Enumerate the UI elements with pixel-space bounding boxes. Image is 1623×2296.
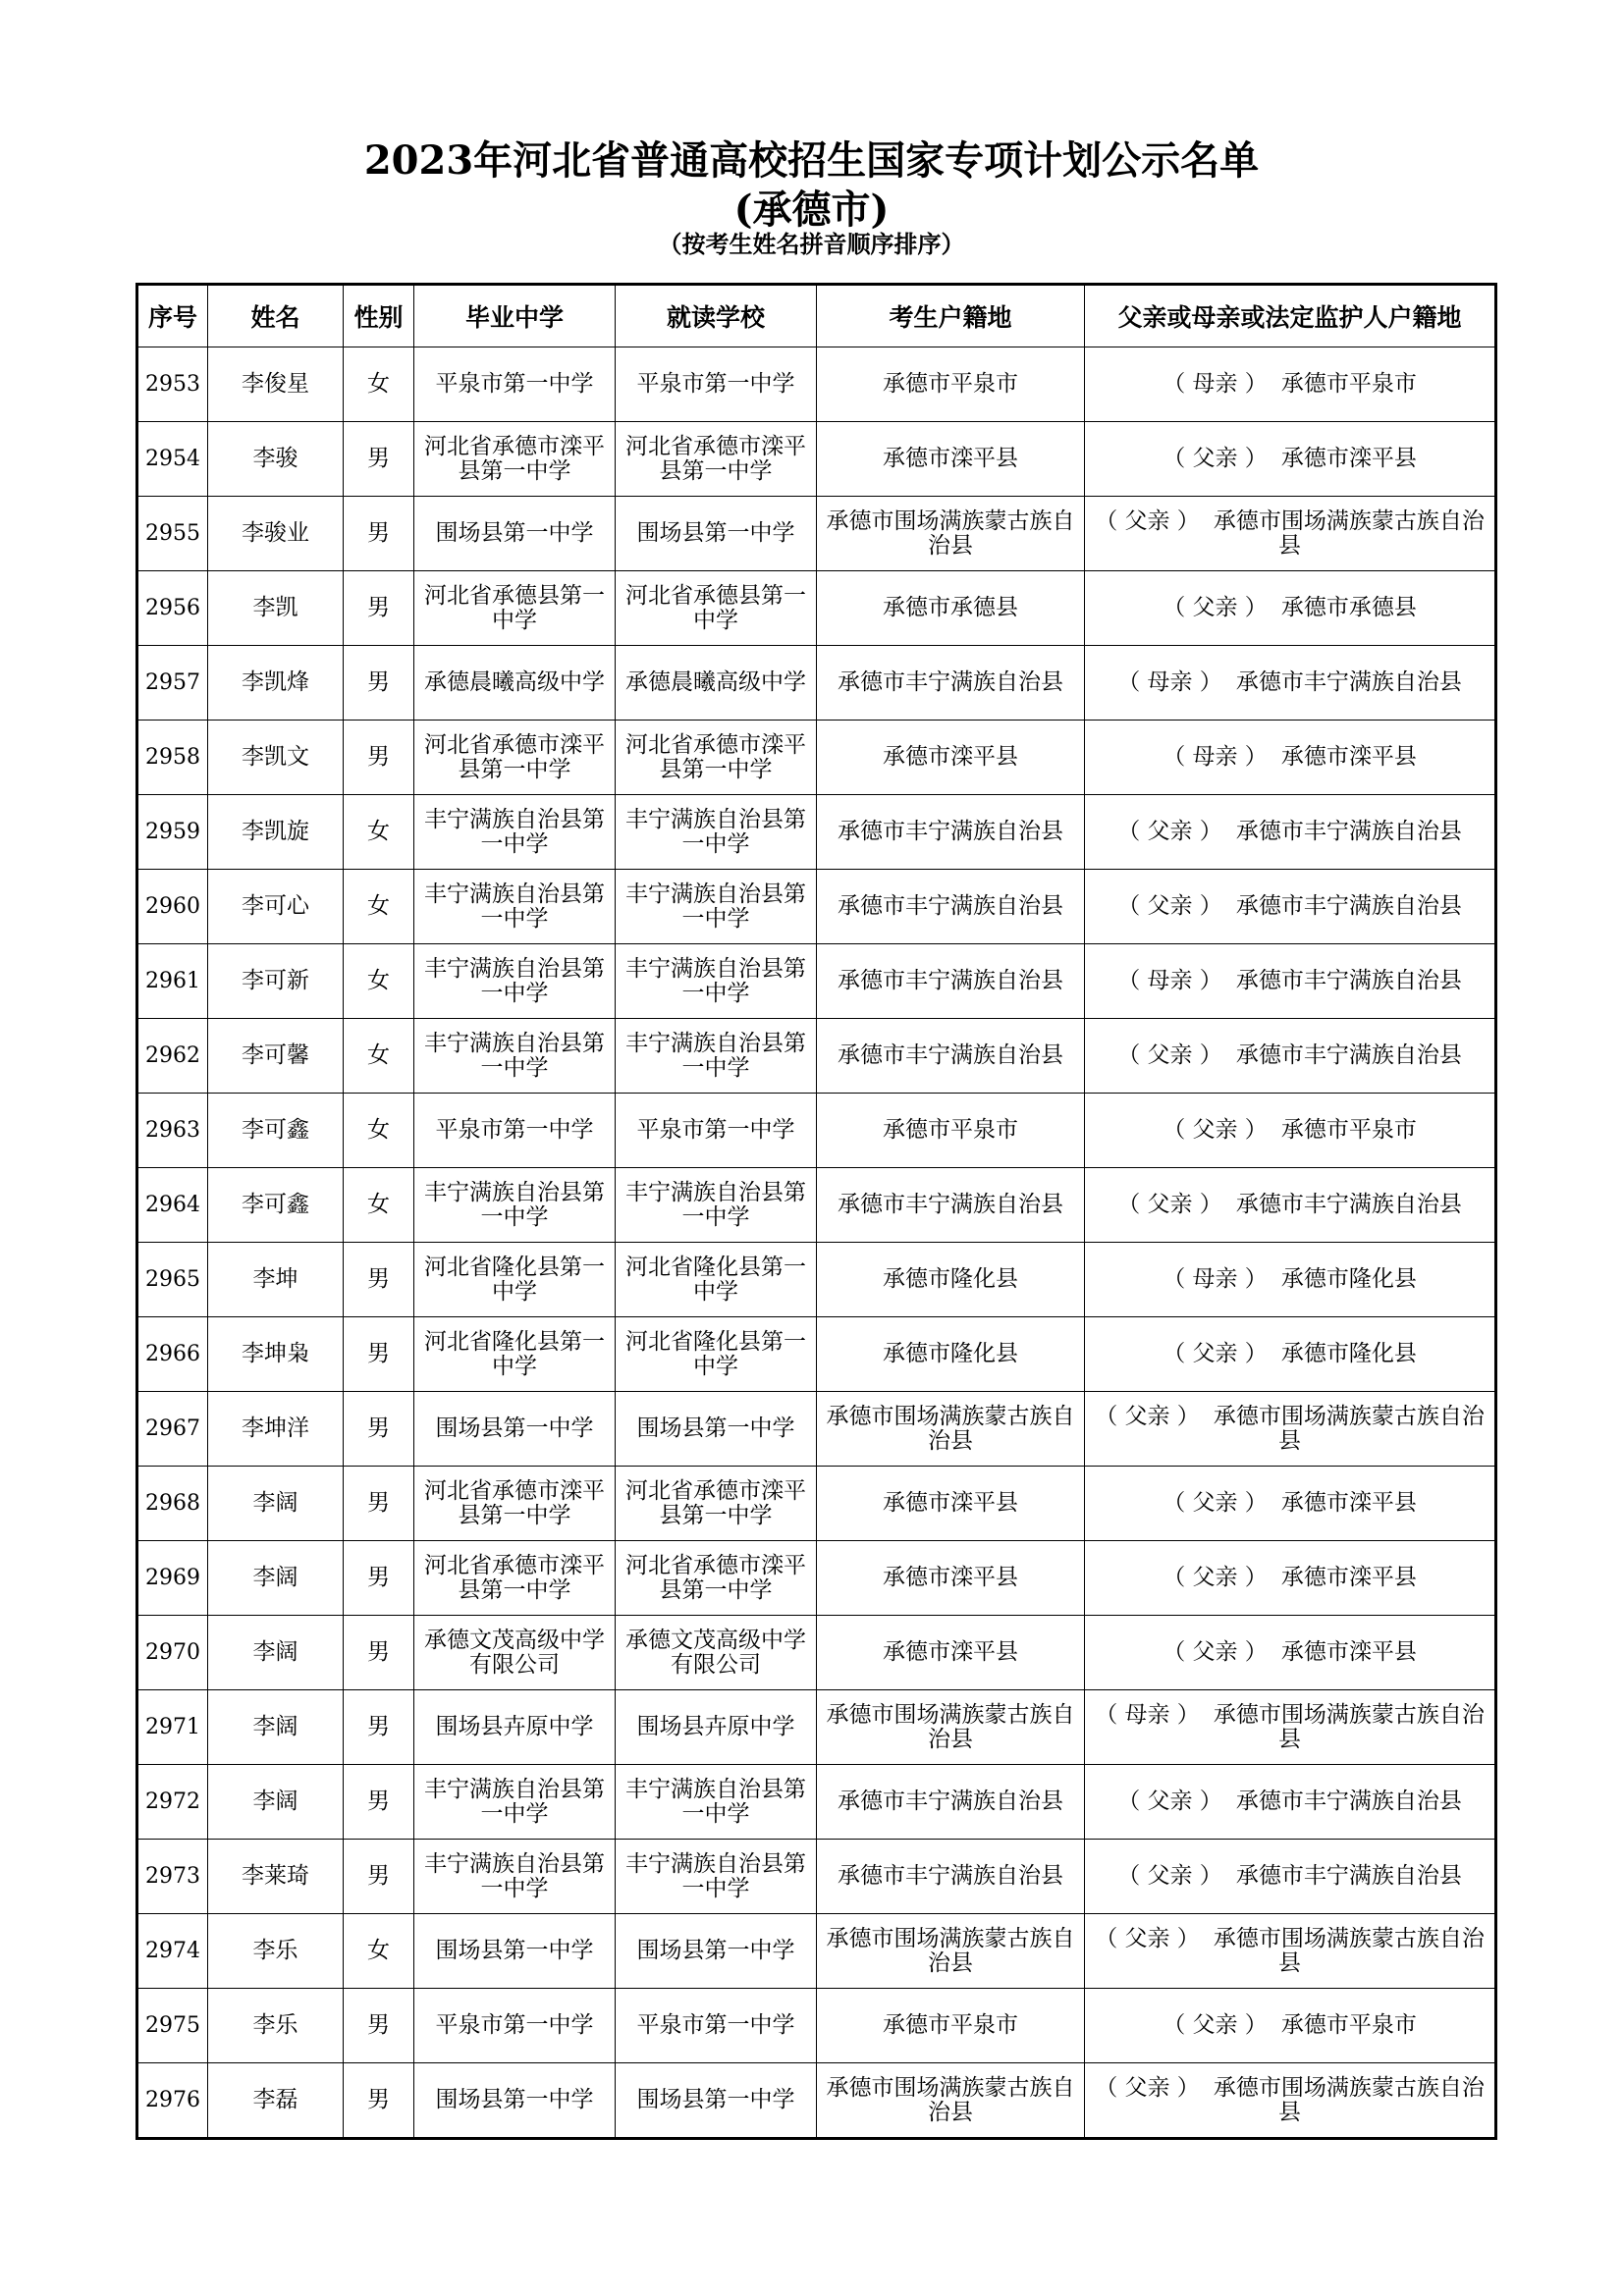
guardian-relation: （ 父亲 ） <box>1163 1117 1268 1143</box>
guardian-household-value: 承德市围场满族蒙古族自治县 <box>1213 507 1485 559</box>
cell-name: 李凯 <box>208 571 344 646</box>
cell-household: 承德市围场满族蒙古族自治县 <box>817 1914 1085 1989</box>
cell-name: 李骏业 <box>208 497 344 571</box>
table-row <box>137 1317 1496 1392</box>
cell-gender: 女 <box>344 1168 414 1243</box>
cell-gender: 男 <box>344 571 414 646</box>
cell-no: 2963 <box>137 1094 208 1168</box>
table-row <box>137 2063 1496 2139</box>
cell-household: 承德市平泉市 <box>817 1094 1085 1168</box>
cell-household: 承德市隆化县 <box>817 1317 1085 1392</box>
guardian-relation: （ 父亲 ） <box>1095 1925 1200 1951</box>
cell-no: 2976 <box>137 2063 208 2139</box>
guardian-relation: （ 父亲 ） <box>1095 1403 1200 1429</box>
table-row <box>137 944 1496 1019</box>
table-row <box>137 1019 1496 1094</box>
cell-grad-school: 河北省隆化县第一中学 <box>414 1243 616 1317</box>
guardian-relation: （ 父亲 ） <box>1117 1192 1222 1217</box>
guardian-relation: （ 父亲 ） <box>1163 1639 1268 1665</box>
table-row <box>137 646 1496 721</box>
cell-name: 李阔 <box>208 1690 344 1765</box>
guardian-relation: （ 父亲 ） <box>1117 1042 1222 1068</box>
cell-grad-school: 丰宁满族自治县第一中学 <box>414 1019 616 1094</box>
cell-name: 李可鑫 <box>208 1168 344 1243</box>
cell-current-school: 平泉市第一中学 <box>616 1989 817 2063</box>
cell-current-school: 承德文茂高级中学有限公司 <box>616 1616 817 1690</box>
sort-note: （按考生姓名拼音顺序排序） <box>658 230 965 258</box>
table-body <box>137 347 1496 2139</box>
cell-grad-school: 丰宁满族自治县第一中学 <box>414 944 616 1019</box>
cell-current-school: 河北省隆化县第一中学 <box>616 1317 817 1392</box>
column-header-name: 姓名 <box>208 285 344 347</box>
cell-no: 2964 <box>137 1168 208 1243</box>
guardian-household-value: 承德市围场满族蒙古族自治县 <box>1213 1701 1485 1752</box>
cell-grad-school: 丰宁满族自治县第一中学 <box>414 1168 616 1243</box>
table-row <box>137 1094 1496 1168</box>
cell-current-school: 平泉市第一中学 <box>616 1094 817 1168</box>
cell-name: 李俊星 <box>208 347 344 422</box>
cell-name: 李阔 <box>208 1467 344 1541</box>
guardian-relation: （ 父亲 ） <box>1095 2074 1200 2101</box>
cell-gender: 男 <box>344 1243 414 1317</box>
cell-current-school: 河北省隆化县第一中学 <box>616 1243 817 1317</box>
cell-current-school: 丰宁满族自治县第一中学 <box>616 1765 817 1840</box>
cell-gender: 男 <box>344 1616 414 1690</box>
guardian-relation: （ 母亲 ） <box>1163 744 1268 770</box>
cell-grad-school: 围场县第一中学 <box>414 1392 616 1467</box>
cell-current-school: 河北省承德市滦平县第一中学 <box>616 1467 817 1541</box>
cell-guardian-household <box>1085 1094 1496 1168</box>
guardian-relation: （ 母亲 ） <box>1117 968 1222 993</box>
table-row <box>137 1541 1496 1616</box>
cell-no: 2959 <box>137 795 208 870</box>
guardian-household-value: 承德市丰宁满族自治县 <box>1235 1789 1462 1814</box>
cell-household: 承德市丰宁满族自治县 <box>817 944 1085 1019</box>
cell-current-school: 围场县第一中学 <box>616 1392 817 1467</box>
cell-guardian-household <box>1085 944 1496 1019</box>
guardian-household-value: 承德市围场满族蒙古族自治县 <box>1213 1403 1485 1454</box>
guardian-household-value: 承德市丰宁满族自治县 <box>1235 968 1462 993</box>
guardian-household-value: 承德市丰宁满族自治县 <box>1235 669 1462 695</box>
cell-grad-school: 丰宁满族自治县第一中学 <box>414 795 616 870</box>
cell-guardian-household <box>1085 422 1496 497</box>
cell-guardian-household <box>1085 646 1496 721</box>
cell-gender: 女 <box>344 795 414 870</box>
cell-name: 李阔 <box>208 1765 344 1840</box>
table-row <box>137 1168 1496 1243</box>
cell-name: 李凯旋 <box>208 795 344 870</box>
cell-grad-school: 围场县卉原中学 <box>414 1690 616 1765</box>
guardian-relation: （ 父亲 ） <box>1163 595 1268 620</box>
cell-name: 李坤枭 <box>208 1317 344 1392</box>
cell-no: 2958 <box>137 721 208 795</box>
cell-gender: 男 <box>344 497 414 571</box>
guardian-relation: （ 父亲 ） <box>1117 819 1222 844</box>
guardian-household-value: 承德市围场满族蒙古族自治县 <box>1213 2074 1485 2125</box>
cell-guardian-household <box>1085 870 1496 944</box>
cell-grad-school: 河北省承德县第一中学 <box>414 571 616 646</box>
cell-grad-school: 丰宁满族自治县第一中学 <box>414 1840 616 1914</box>
cell-guardian-household <box>1085 1690 1496 1765</box>
cell-name: 李乐 <box>208 1914 344 1989</box>
guardian-relation: （ 父亲 ） <box>1163 1565 1268 1590</box>
cell-name: 李可心 <box>208 870 344 944</box>
cell-current-school: 围场县第一中学 <box>616 1914 817 1989</box>
cell-no: 2961 <box>137 944 208 1019</box>
cell-no: 2968 <box>137 1467 208 1541</box>
guardian-household-value: 承德市滦平县 <box>1280 1565 1417 1590</box>
cell-gender: 男 <box>344 1392 414 1467</box>
cell-grad-school: 平泉市第一中学 <box>414 347 616 422</box>
guardian-relation: （ 父亲 ） <box>1117 1789 1222 1814</box>
guardian-household-value: 承德市滦平县 <box>1280 1639 1417 1665</box>
cell-name: 李坤 <box>208 1243 344 1317</box>
cell-current-school: 围场县第一中学 <box>616 2063 817 2139</box>
table-row <box>137 1616 1496 1690</box>
cell-no: 2966 <box>137 1317 208 1392</box>
guardian-relation: （ 父亲 ） <box>1163 1490 1268 1516</box>
table-row <box>137 870 1496 944</box>
cell-gender: 男 <box>344 1467 414 1541</box>
guardian-household-value: 承德市平泉市 <box>1280 371 1417 397</box>
table-row <box>137 1690 1496 1765</box>
cell-current-school: 丰宁满族自治县第一中学 <box>616 1019 817 1094</box>
guardian-household-value: 承德市丰宁满族自治县 <box>1235 1042 1462 1068</box>
guardian-household-value: 承德市丰宁满族自治县 <box>1235 819 1462 844</box>
cell-guardian-household <box>1085 497 1496 571</box>
guardian-household-value: 承德市平泉市 <box>1280 1117 1417 1143</box>
table-row <box>137 1243 1496 1317</box>
cell-guardian-household <box>1085 1914 1496 1989</box>
cell-grad-school: 围场县第一中学 <box>414 1914 616 1989</box>
cell-no: 2974 <box>137 1914 208 1989</box>
cell-grad-school: 围场县第一中学 <box>414 2063 616 2139</box>
column-header-gender: 性别 <box>344 285 414 347</box>
guardian-relation: （ 母亲 ） <box>1163 1266 1268 1292</box>
column-header-household: 考生户籍地 <box>817 285 1085 347</box>
cell-guardian-household <box>1085 1840 1496 1914</box>
cell-current-school: 平泉市第一中学 <box>616 347 817 422</box>
cell-current-school: 河北省承德市滦平县第一中学 <box>616 1541 817 1616</box>
cell-household: 承德市丰宁满族自治县 <box>817 1168 1085 1243</box>
cell-name: 李可鑫 <box>208 1094 344 1168</box>
cell-gender: 男 <box>344 1765 414 1840</box>
table-row <box>137 571 1496 646</box>
cell-household: 承德市围场满族蒙古族自治县 <box>817 1690 1085 1765</box>
cell-grad-school: 河北省承德市滦平县第一中学 <box>414 422 616 497</box>
guardian-household-value: 承德市丰宁满族自治县 <box>1235 1863 1462 1889</box>
table-row <box>137 497 1496 571</box>
cell-guardian-household <box>1085 1243 1496 1317</box>
cell-guardian-household <box>1085 1989 1496 2063</box>
table-row <box>137 795 1496 870</box>
cell-name: 李可新 <box>208 944 344 1019</box>
cell-no: 2970 <box>137 1616 208 1690</box>
guardian-household-value: 承德市滦平县 <box>1280 744 1417 770</box>
cell-guardian-household <box>1085 721 1496 795</box>
cell-no: 2972 <box>137 1765 208 1840</box>
cell-current-school: 丰宁满族自治县第一中学 <box>616 1840 817 1914</box>
cell-no: 2953 <box>137 347 208 422</box>
cell-name: 李乐 <box>208 1989 344 2063</box>
cell-no: 2960 <box>137 870 208 944</box>
table-header-row <box>137 285 1496 347</box>
cell-household: 承德市围场满族蒙古族自治县 <box>817 2063 1085 2139</box>
cell-household: 承德市承德县 <box>817 571 1085 646</box>
column-header-guardian-household: 父亲或母亲或法定监护人户籍地 <box>1085 285 1496 347</box>
cell-grad-school: 河北省承德市滦平县第一中学 <box>414 1467 616 1541</box>
guardian-relation: （ 父亲 ） <box>1117 1863 1222 1889</box>
guardian-relation: （ 父亲 ） <box>1095 507 1200 534</box>
column-header-grad-school: 毕业中学 <box>414 285 616 347</box>
guardian-household-value: 承德市隆化县 <box>1280 1341 1417 1366</box>
cell-household: 承德市丰宁满族自治县 <box>817 1765 1085 1840</box>
guardian-relation: （ 父亲 ） <box>1163 2012 1268 2038</box>
guardian-household-value: 承德市丰宁满族自治县 <box>1235 893 1462 919</box>
cell-grad-school: 河北省隆化县第一中学 <box>414 1317 616 1392</box>
cell-gender: 女 <box>344 1094 414 1168</box>
cell-guardian-household <box>1085 1616 1496 1690</box>
cell-household: 承德市围场满族蒙古族自治县 <box>817 497 1085 571</box>
table-row <box>137 1840 1496 1914</box>
cell-current-school: 丰宁满族自治县第一中学 <box>616 944 817 1019</box>
cell-gender: 女 <box>344 1914 414 1989</box>
cell-guardian-household <box>1085 2063 1496 2139</box>
cell-household: 承德市滦平县 <box>817 422 1085 497</box>
cell-current-school: 河北省承德市滦平县第一中学 <box>616 422 817 497</box>
cell-no: 2967 <box>137 1392 208 1467</box>
cell-grad-school: 承德文茂高级中学有限公司 <box>414 1616 616 1690</box>
cell-no: 2956 <box>137 571 208 646</box>
cell-no: 2975 <box>137 1989 208 2063</box>
cell-household: 承德市丰宁满族自治县 <box>817 1019 1085 1094</box>
roster-table <box>135 283 1497 2140</box>
table-row <box>137 1914 1496 1989</box>
cell-guardian-household <box>1085 795 1496 870</box>
table-row <box>137 1989 1496 2063</box>
cell-grad-school: 丰宁满族自治县第一中学 <box>414 1765 616 1840</box>
guardian-relation: （ 父亲 ） <box>1117 893 1222 919</box>
cell-gender: 男 <box>344 1541 414 1616</box>
guardian-household-value: 承德市承德县 <box>1280 595 1417 620</box>
guardian-household-value: 承德市丰宁满族自治县 <box>1235 1192 1462 1217</box>
guardian-household-value: 承德市围场满族蒙古族自治县 <box>1213 1925 1485 1976</box>
table-row <box>137 721 1496 795</box>
cell-name: 李莱琦 <box>208 1840 344 1914</box>
guardian-relation: （ 母亲 ） <box>1095 1701 1200 1728</box>
cell-gender: 女 <box>344 347 414 422</box>
column-header-current-school: 就读学校 <box>616 285 817 347</box>
cell-household: 承德市丰宁满族自治县 <box>817 646 1085 721</box>
cell-current-school: 河北省承德市滦平县第一中学 <box>616 721 817 795</box>
cell-gender: 女 <box>344 944 414 1019</box>
cell-gender: 男 <box>344 1690 414 1765</box>
cell-current-school: 丰宁满族自治县第一中学 <box>616 1168 817 1243</box>
cell-gender: 男 <box>344 422 414 497</box>
column-header-no: 序号 <box>137 285 208 347</box>
cell-gender: 男 <box>344 1840 414 1914</box>
guardian-relation: （ 父亲 ） <box>1163 446 1268 471</box>
cell-gender: 男 <box>344 646 414 721</box>
page-title: 2023年河北省普通高校招生国家专项计划公示名单 <box>363 137 1260 184</box>
cell-name: 李凯文 <box>208 721 344 795</box>
cell-guardian-household <box>1085 571 1496 646</box>
cell-household: 承德市滦平县 <box>817 721 1085 795</box>
cell-household: 承德市丰宁满族自治县 <box>817 1840 1085 1914</box>
guardian-relation: （ 父亲 ） <box>1163 1341 1268 1366</box>
cell-household: 承德市隆化县 <box>817 1243 1085 1317</box>
cell-current-school: 围场县卉原中学 <box>616 1690 817 1765</box>
guardian-household-value: 承德市平泉市 <box>1280 2012 1417 2038</box>
page-subtitle: (承德市) <box>733 187 890 233</box>
cell-current-school: 围场县第一中学 <box>616 497 817 571</box>
cell-guardian-household <box>1085 1765 1496 1840</box>
cell-gender: 男 <box>344 1317 414 1392</box>
guardian-household-value: 承德市滦平县 <box>1280 446 1417 471</box>
cell-grad-school: 河北省承德市滦平县第一中学 <box>414 721 616 795</box>
cell-gender: 女 <box>344 1019 414 1094</box>
cell-name: 李可馨 <box>208 1019 344 1094</box>
cell-name: 李凯烽 <box>208 646 344 721</box>
cell-household: 承德市平泉市 <box>817 1989 1085 2063</box>
cell-guardian-household <box>1085 1019 1496 1094</box>
cell-guardian-household <box>1085 1541 1496 1616</box>
cell-no: 2962 <box>137 1019 208 1094</box>
cell-household: 承德市平泉市 <box>817 347 1085 422</box>
cell-guardian-household <box>1085 1168 1496 1243</box>
cell-grad-school: 平泉市第一中学 <box>414 1989 616 2063</box>
cell-grad-school: 围场县第一中学 <box>414 497 616 571</box>
guardian-household-value: 承德市滦平县 <box>1280 1490 1417 1516</box>
cell-no: 2955 <box>137 497 208 571</box>
cell-name: 李骏 <box>208 422 344 497</box>
cell-current-school: 丰宁满族自治县第一中学 <box>616 795 817 870</box>
cell-name: 李坤洋 <box>208 1392 344 1467</box>
table-row <box>137 422 1496 497</box>
table-row <box>137 1467 1496 1541</box>
cell-no: 2965 <box>137 1243 208 1317</box>
cell-guardian-household <box>1085 1317 1496 1392</box>
cell-grad-school: 丰宁满族自治县第一中学 <box>414 870 616 944</box>
cell-gender: 女 <box>344 870 414 944</box>
cell-name: 李阔 <box>208 1541 344 1616</box>
cell-grad-school: 平泉市第一中学 <box>414 1094 616 1168</box>
guardian-relation: （ 母亲 ） <box>1117 669 1222 695</box>
cell-gender: 男 <box>344 2063 414 2139</box>
cell-household: 承德市丰宁满族自治县 <box>817 870 1085 944</box>
table-row <box>137 347 1496 422</box>
cell-no: 2954 <box>137 422 208 497</box>
guardian-relation: （ 母亲 ） <box>1163 371 1268 397</box>
cell-household: 承德市滦平县 <box>817 1541 1085 1616</box>
cell-household: 承德市滦平县 <box>817 1616 1085 1690</box>
cell-no: 2969 <box>137 1541 208 1616</box>
cell-gender: 男 <box>344 1989 414 2063</box>
cell-grad-school: 承德晨曦高级中学 <box>414 646 616 721</box>
cell-no: 2973 <box>137 1840 208 1914</box>
cell-current-school: 丰宁满族自治县第一中学 <box>616 870 817 944</box>
cell-guardian-household <box>1085 347 1496 422</box>
cell-household: 承德市滦平县 <box>817 1467 1085 1541</box>
cell-no: 2957 <box>137 646 208 721</box>
cell-household: 承德市丰宁满族自治县 <box>817 795 1085 870</box>
cell-current-school: 承德晨曦高级中学 <box>616 646 817 721</box>
cell-gender: 男 <box>344 721 414 795</box>
cell-guardian-household <box>1085 1467 1496 1541</box>
cell-guardian-household <box>1085 1392 1496 1467</box>
cell-name: 李阔 <box>208 1616 344 1690</box>
table-row <box>137 1765 1496 1840</box>
cell-no: 2971 <box>137 1690 208 1765</box>
guardian-household-value: 承德市隆化县 <box>1280 1266 1417 1292</box>
cell-grad-school: 河北省承德市滦平县第一中学 <box>414 1541 616 1616</box>
cell-current-school: 河北省承德县第一中学 <box>616 571 817 646</box>
cell-household: 承德市围场满族蒙古族自治县 <box>817 1392 1085 1467</box>
cell-name: 李磊 <box>208 2063 344 2139</box>
table-row <box>137 1392 1496 1467</box>
